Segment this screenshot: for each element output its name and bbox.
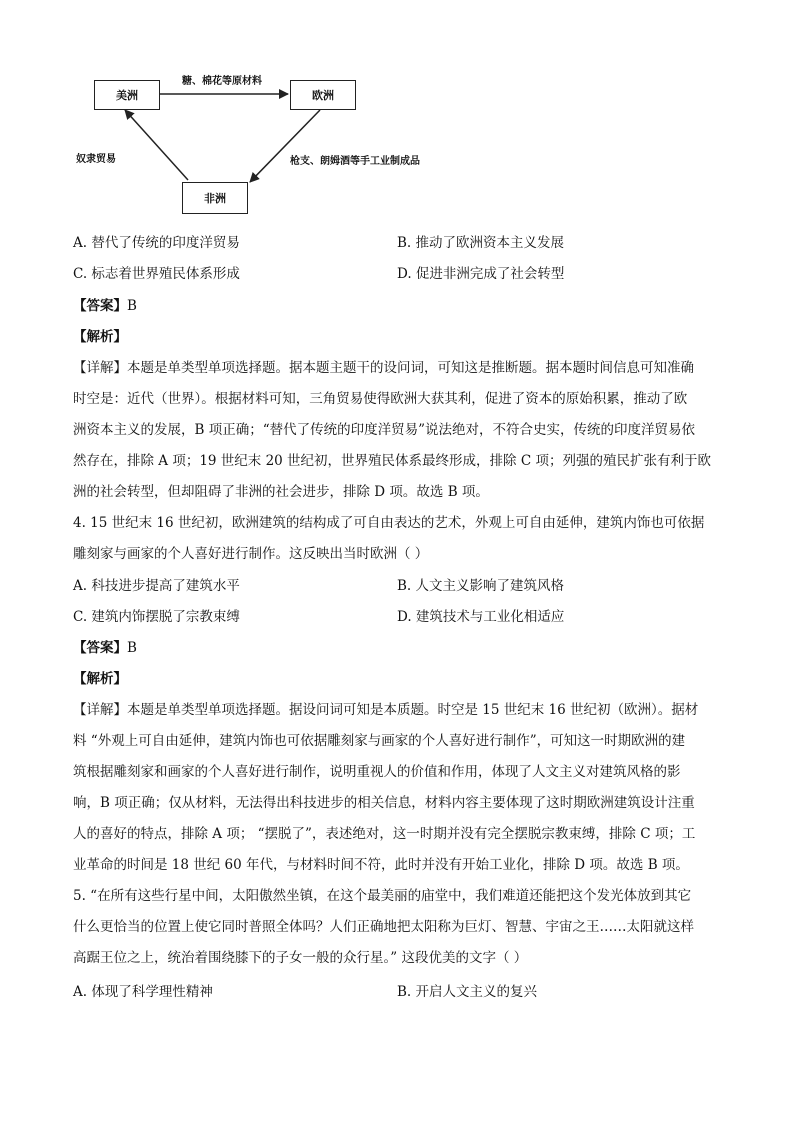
q3-detail-line: 然存在，排除 A 项；19 世纪末 20 世纪初，世界殖民体系最终形成，排除 C 项；列强的殖民扩张有利于欧 — [73, 453, 711, 469]
q5-stem-line: 5. “在所有这些行星中间，太阳傲然坐镇，在这个最美丽的庙堂中，我们难道还能把这个发光体放到其它 — [73, 888, 692, 904]
q3-detail-line: 【详解】本题是单类型单项选择题。据本题主题干的设问词，可知这是推断题。据本题时间信息可知准确 — [73, 360, 694, 376]
label-manufactured-goods: 枪支、朗姆酒等手工业制成品 — [290, 156, 420, 167]
q4-detail-line: 业革命的时间是 18 世纪 60 年代，与材料时间不符，此时并没有开始工业化，排除 D 项。故选 B 项。 — [73, 857, 689, 873]
q4-detail-line: 响，B 项正确；仅从材料，无法得出科技进步的相关信息，材料内容主要体现了这时期欧洲建筑设计注重 — [73, 795, 695, 811]
triangle-trade-diagram — [70, 70, 450, 220]
q4-stem-line: 雕刻家与画家的个人喜好进行制作。这反映出当时欧洲（ ） — [73, 546, 429, 562]
q3-detail-line: 洲资本主义的发展，B 项正确；“替代了传统的印度洋贸易”说法绝对，不符合史实，传统的印度洋贸易依 — [73, 422, 696, 438]
q4-option-a: A. 科技进步提高了建筑水平 — [73, 578, 240, 594]
q5-stem-line: 高踞王位之上，统治着围绕膝下的子女一般的众行星。” 这段优美的文字（ ） — [73, 950, 528, 966]
q3-option-a: A. 替代了传统的印度洋贸易 — [73, 235, 240, 251]
q5-option-b: B. 开启人文主义的复兴 — [397, 984, 538, 1000]
q4-detail-line: 【详解】本题是单类型单项选择题。据设问词可知是本质题。时空是 15 世纪末 16 世纪初（欧洲）。据材 — [73, 702, 699, 718]
q4-option-c: C. 建筑内饰摆脱了宗教束缚 — [73, 609, 240, 625]
q4-detail-line: 筑根据雕刻家和画家的个人喜好进行制作，说明重视人的价值和作用，体现了人文主义对建筑风格的影 — [73, 764, 681, 780]
answer-tag: 【答案】 — [73, 640, 127, 656]
q4-detail-line: 料 “外观上可自由延伸，建筑内饰也可依据雕刻家与画家的个人喜好进行制作”，可知这一时期欧洲的建 — [73, 733, 686, 749]
label-slave-trade: 奴隶贸易 — [76, 154, 116, 165]
q3-analysis-tag: 【解析】 — [73, 329, 127, 345]
q4-analysis-tag: 【解析】 — [73, 671, 127, 687]
arrow-africa-to-americas — [125, 110, 188, 180]
q4-option-b: B. 人文主义影响了建筑风格 — [397, 578, 565, 594]
q3-option-d: D. 促进非洲完成了社会转型 — [397, 266, 565, 282]
q4-stem-line: 4. 15 世纪末 16 世纪初，欧洲建筑的结构成了可自由表达的艺术，外观上可自由延伸，建筑内饰也可依据 — [73, 515, 705, 531]
arrow-europe-to-africa — [250, 110, 320, 182]
answer-tag: 【答案】 — [73, 298, 127, 314]
box-americas: 美洲 — [94, 80, 160, 110]
answer-value: B — [127, 298, 137, 314]
q5-stem-line: 什么更恰当的位置上使它同时普照全体吗？人们正确地把太阳称为巨灯、智慧、宇宙之王……太阳就这样 — [73, 919, 694, 935]
answer-value: B — [127, 640, 137, 656]
box-europe: 欧洲 — [290, 80, 356, 110]
q3-detail-line: 时空是：近代（世界）。根据材料可知，三角贸易使得欧洲大获其利，促进了资本的原始积累，推动了欧 — [73, 391, 688, 407]
q5-option-a: A. 体现了科学理性精神 — [73, 984, 213, 1000]
q3-answer — [73, 297, 137, 315]
q3-option-b: B. 推动了欧洲资本主义发展 — [397, 235, 565, 251]
q4-detail-line: 人的喜好的特点，排除 A 项； “摆脱了”，表述绝对，这一时期并没有完全摆脱宗教束缚，排除 C 项；工 — [73, 826, 696, 842]
box-africa: 非洲 — [182, 182, 248, 214]
q3-option-c: C. 标志着世界殖民体系形成 — [73, 266, 240, 282]
q4-answer — [73, 639, 137, 657]
q3-detail-line: 洲的社会转型，但却阻碍了非洲的社会进步，排除 D 项。故选 B 项。 — [73, 484, 489, 500]
label-raw-materials: 糖、棉花等原材料 — [182, 76, 262, 87]
q4-option-d: D. 建筑技术与工业化相适应 — [397, 609, 565, 625]
